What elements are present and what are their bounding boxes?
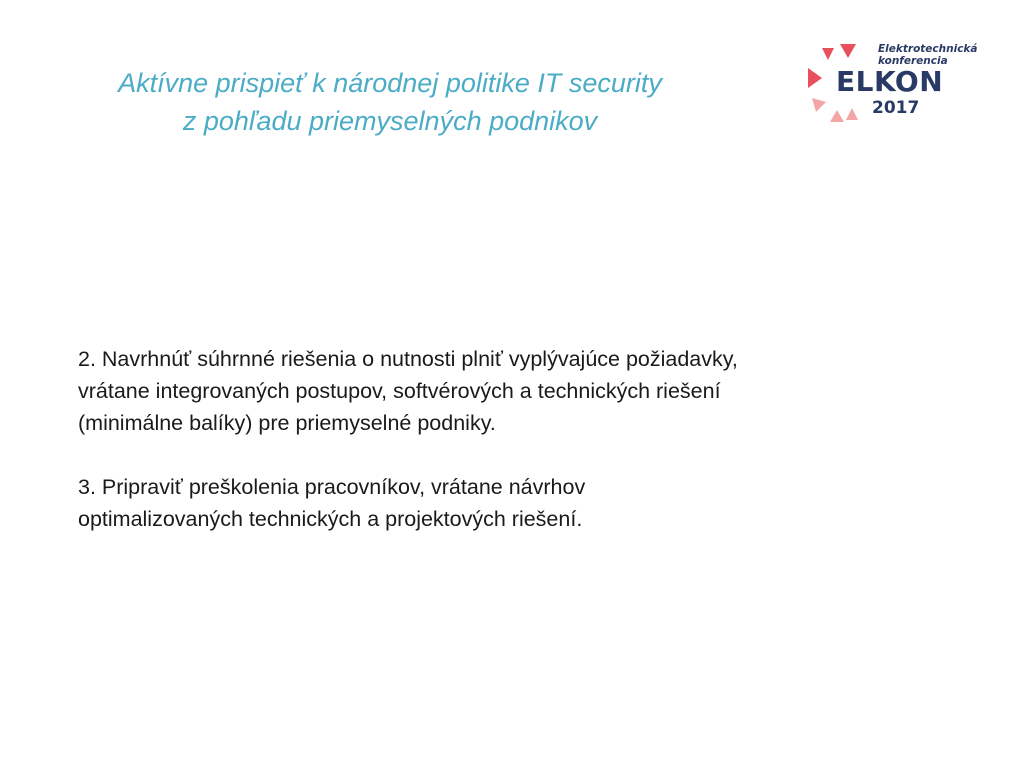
slide-body [78, 343, 978, 567]
logo-tagline-1: Elektrotechnická [878, 43, 978, 55]
slide-title-line-2: z pohľadu priemyselných podnikov [182, 106, 598, 136]
logo-year: 2017 [872, 98, 920, 118]
list-item-line: 2. Navrhnúť súhrnné riešenia o nutnosti plniť vyplývajúce požiadavky, [78, 347, 738, 371]
list-item-line: optimalizovaných technických a projektových riešení. [78, 507, 583, 531]
list-item-line: (minimálne balíky) pre priemyselné podniky. [78, 411, 496, 435]
list-item [78, 471, 978, 535]
list-item-line: vrátane integrovaných postupov, softvérových a technických riešení [78, 379, 721, 403]
slide-title [20, 64, 760, 140]
logo-tagline-2: konferencia [878, 55, 948, 67]
list-item [78, 343, 978, 439]
elkon-logo [800, 40, 990, 130]
slide-title-line-1: Aktívne prispieť k národnej politike IT security [118, 68, 662, 98]
list-item-line: 3. Pripraviť preškolenia pracovníkov, vrátane návrhov [78, 475, 586, 499]
logo-brand: ELKON [836, 65, 944, 98]
